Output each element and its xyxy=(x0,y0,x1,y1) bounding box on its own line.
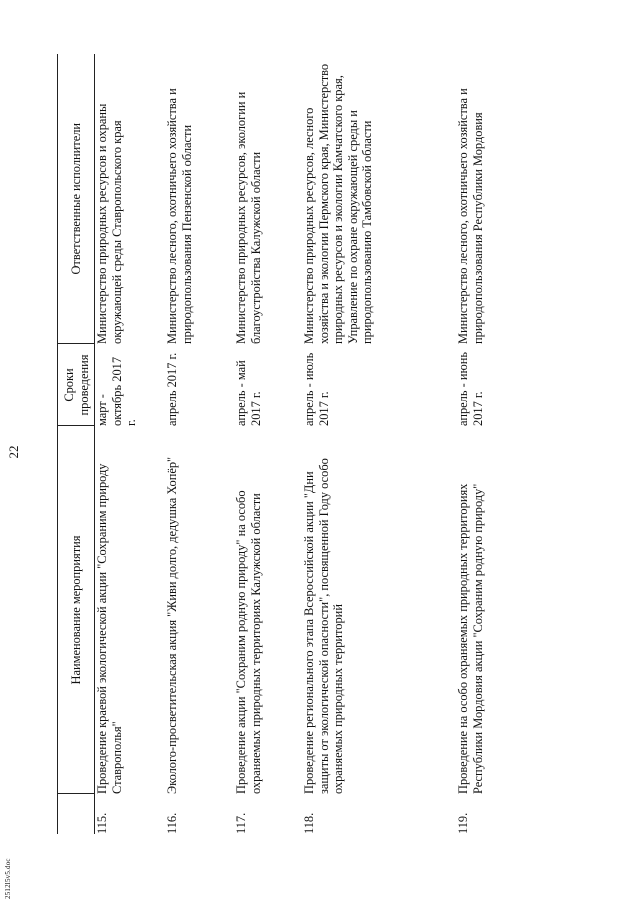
table-row xyxy=(165,54,234,834)
table-row xyxy=(302,54,456,834)
row-number: 118. xyxy=(302,812,316,834)
event-responsible: Министерство природных ресурсов, экологии и благоустройства Калужской области xyxy=(234,91,263,344)
event-name: Эколого-просветительская акция "Живи долго, дедушка Хопёр" xyxy=(165,456,179,794)
header-name: Наименование мероприятия xyxy=(58,426,95,794)
table-header-row xyxy=(58,54,95,834)
table-row xyxy=(234,54,302,834)
header-responsible: Ответственные исполнители xyxy=(58,54,95,344)
event-responsible: Министерство природных ресурсов и охраны окружающей среды Ставропольского края xyxy=(95,103,124,344)
event-name: Проведение краевой экологической акции "Сохраним природу Ставрополья" xyxy=(95,463,124,794)
row-number: 115. xyxy=(95,812,109,834)
event-dates: апрель - июнь 2017 г. xyxy=(456,352,485,426)
page-number: 22 xyxy=(6,445,21,459)
row-number: 116. xyxy=(165,812,179,834)
table-row xyxy=(95,54,166,834)
header-num xyxy=(58,794,95,834)
event-name: Проведение на особо охраняемых природных территориях Республики Мордовия акции "Сохраним родную природу" xyxy=(456,483,485,794)
event-responsible: Министерство лесного, охотничьего хозяйства и природопользования Пензенской области xyxy=(165,88,194,344)
event-dates: апрель - май 2017 г. xyxy=(234,360,263,426)
event-responsible: Министерство природных ресурсов, лесного хозяйства и экологии Пермского края, Министерство природных ресурсов и экологии Камчатского края, Управление по охране окружающей среды и природопользованию Тамбовской области xyxy=(302,63,374,344)
event-dates: апрель - июль 2017 г. xyxy=(302,352,331,426)
row-number: 119. xyxy=(456,812,470,834)
document-file-id: 2512l5v5.doc xyxy=(4,858,12,899)
event-dates: март - октябрь 2017 г. xyxy=(95,356,138,426)
event-responsible: Министерство лесного, охотничьего хозяйства и природопользования Республики Мордовия xyxy=(456,88,485,344)
event-name: Проведение акции "Сохраним родную природу" на особо охраняемых природных территориях Калужской области xyxy=(234,490,263,794)
event-name: Проведение регионального этапа Всероссийской акции "Дни защиты от экологической опасности", посвященной Году особо охраняемых природных территорий xyxy=(302,458,345,794)
events-table xyxy=(57,54,516,834)
event-dates: апрель 2017 г. xyxy=(165,352,179,426)
table-row xyxy=(456,54,516,834)
row-number: 117. xyxy=(234,812,248,834)
header-dates: Сроки проведения xyxy=(58,344,95,426)
